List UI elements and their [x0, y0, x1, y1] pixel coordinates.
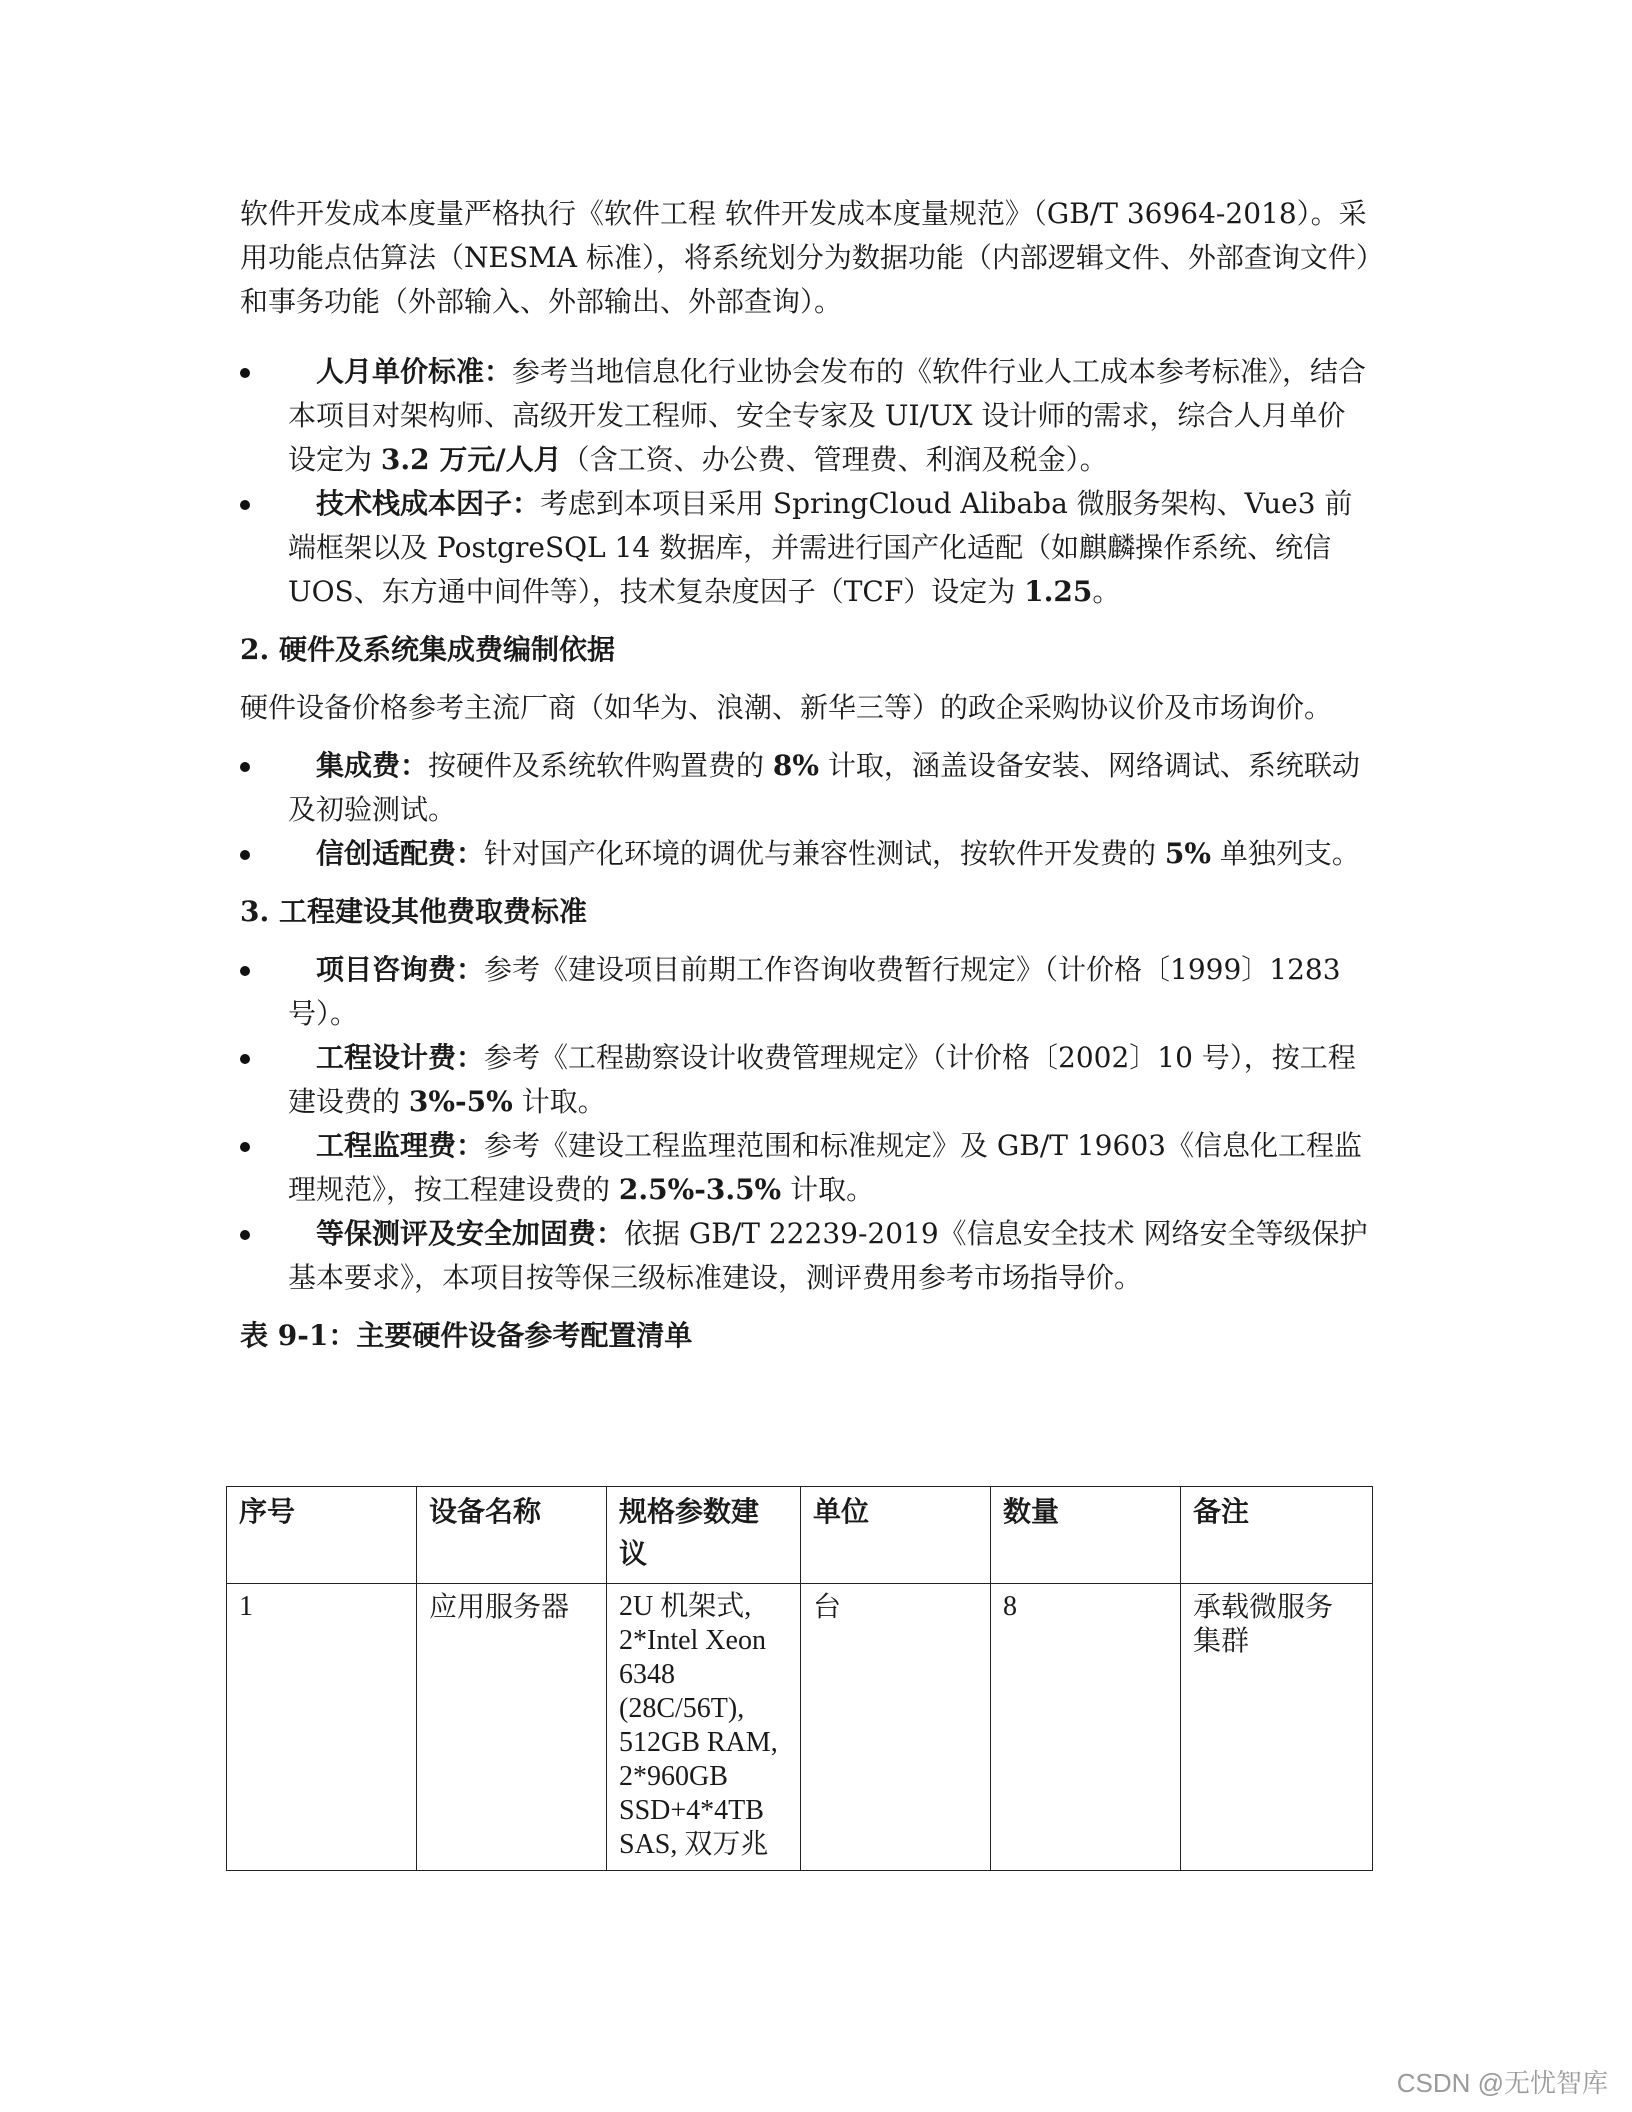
- list-item: 等保测评及安全加固费：依据 GB/T 22239-2019《信息安全技术 网络安全等级保护基本要求》，本项目按等保三级标准建设，测评费用参考市场指导价。: [240, 1212, 1370, 1300]
- section-3-heading: 3. 工程建设其他费取费标准: [240, 895, 587, 928]
- section-2-heading: 2. 硬件及系统集成费编制依据: [240, 633, 615, 666]
- bullet-icon: [240, 1054, 250, 1064]
- bullet-icon: [240, 850, 250, 860]
- column-header: 单位: [801, 1487, 991, 1584]
- document-page: [240, 192, 1370, 1358]
- table-cell: 台: [801, 1584, 991, 1871]
- bullet-icon: [240, 1230, 250, 1240]
- software-bullet-list: [240, 350, 1370, 614]
- hardware-table: [226, 1486, 1373, 1871]
- list-item: 信创适配费：针对国产化环境的调优与兼容性测试，按软件开发费的 5% 单独列支。: [240, 832, 1370, 876]
- table-row: [227, 1584, 1373, 1871]
- table-cell: 承载微服务集群: [1181, 1584, 1373, 1871]
- column-header: 数量: [991, 1487, 1181, 1584]
- table-cell: 8: [991, 1584, 1181, 1871]
- section-3-bullet-list: [240, 948, 1370, 1300]
- column-header: 设备名称: [417, 1487, 607, 1584]
- section-2-bullet-list: [240, 744, 1370, 876]
- column-header: 备注: [1181, 1487, 1373, 1584]
- column-header: 序号: [227, 1487, 417, 1584]
- list-item: 工程监理费：参考《建设工程监理范围和标准规定》及 GB/T 19603《信息化工程监理规范》，按工程建设费的 2.5%-3.5% 计取。: [240, 1124, 1370, 1212]
- list-item: 集成费：按硬件及系统软件购置费的 8% 计取，涵盖设备安装、网络调试、系统联动及初验测试。: [240, 744, 1370, 832]
- table-cell: 应用服务器: [417, 1584, 607, 1871]
- bullet-icon: [240, 500, 250, 510]
- list-item: 技术栈成本因子：考虑到本项目采用 SpringCloud Alibaba 微服务架构、Vue3 前端框架以及 PostgreSQL 14 数据库，并需进行国产化适配（如麒麟操作系统、统信 UOS、东方通中间件等），技术复杂度因子（TCF）设定为 1.25。: [240, 482, 1370, 614]
- bullet-icon: [240, 762, 250, 772]
- table-cell: 1: [227, 1584, 417, 1871]
- list-item: 人月单价标准：参考当地信息化行业协会发布的《软件行业人工成本参考标准》，结合本项目对架构师、高级开发工程师、安全专家及 UI/UX 设计师的需求，综合人月单价设定为 3.2 万元/人月（含工资、办公费、管理费、利润及税金）。: [240, 350, 1370, 482]
- section-2-paragraph: 硬件设备价格参考主流厂商（如华为、浪潮、新华三等）的政企采购协议价及市场询价。: [240, 691, 1333, 724]
- bullet-icon: [240, 1142, 250, 1152]
- list-item: 工程设计费：参考《工程勘察设计收费管理规定》（计价格〔2002〕10 号），按工程建设费的 3%-5% 计取。: [240, 1036, 1370, 1124]
- list-item: 项目咨询费：参考《建设项目前期工作咨询收费暂行规定》（计价格〔1999〕1283 号）。: [240, 948, 1370, 1036]
- table-cell: 2U 机架式, 2*Intel Xeon 6348 (28C/56T), 512GB RAM, 2*960GB SSD+4*4TB SAS, 双万兆: [607, 1584, 801, 1871]
- table-header-row: [227, 1487, 1373, 1584]
- intro-paragraph: 软件开发成本度量严格执行《软件工程 软件开发成本度量规范》（GB/T 36964-2018）。采用功能点估算法（NESMA 标准），将系统划分为数据功能（内部逻辑文件、外部查询文件）和事务功能（外部输入、外部输出、外部查询）。: [240, 197, 1370, 318]
- bullet-icon: [240, 368, 250, 378]
- column-header: 规格参数建议: [607, 1487, 801, 1584]
- bullet-icon: [240, 966, 250, 976]
- watermark: CSDN @无忧智库: [1396, 2068, 1608, 2098]
- table-caption: 表 9-1：主要硬件设备参考配置清单: [240, 1319, 693, 1352]
